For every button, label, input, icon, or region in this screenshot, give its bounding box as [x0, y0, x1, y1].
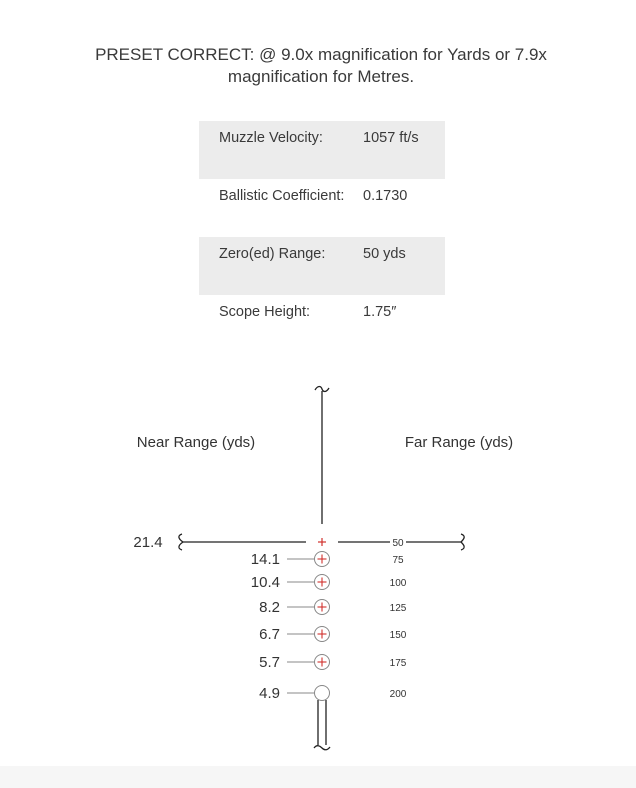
crosshair-far-value: 50	[392, 538, 404, 549]
spec-label: Ballistic Coefficient:	[219, 188, 345, 204]
center-crosshair-marker	[318, 538, 326, 546]
spec-value: 0.1730	[363, 188, 408, 204]
holdover-near-value: 10.4	[250, 574, 280, 591]
holdover-far-value: 100	[389, 578, 407, 589]
holdover-near-value: 4.9	[259, 685, 280, 702]
far-range-label: Far Range (yds)	[404, 434, 514, 451]
reticle-top-tip	[315, 387, 329, 392]
reticle-right-tip	[461, 534, 464, 550]
spec-label: Muzzle Velocity:	[219, 130, 323, 146]
spec-label: Scope Height:	[219, 304, 311, 320]
reticle-left-tip	[179, 534, 183, 550]
spec-value: 50 yds	[363, 246, 406, 262]
holdover-far-value: 125	[389, 603, 407, 614]
near-range-label: Near Range (yds)	[136, 434, 256, 451]
holdover-near-value: 5.7	[259, 654, 280, 671]
footer-band	[0, 766, 636, 788]
headline: PRESET CORRECT: @ 9.0x magnification for Yards or 7.9x magnification for Metres.	[95, 45, 547, 86]
holdover-near-value: 6.7	[259, 626, 280, 643]
spec-value: 1057 ft/s	[363, 130, 419, 146]
reticle-bottom-post	[318, 700, 326, 745]
holdover-far-value: 75	[392, 555, 404, 566]
holdover-near-value: 8.2	[259, 599, 280, 616]
spec-value: 1.75″	[363, 304, 397, 320]
holdover-far-value: 150	[389, 630, 407, 641]
crosshair-near-value: 21.4	[133, 534, 163, 551]
holdover-near-value: 14.1	[250, 551, 280, 568]
spec-label: Zero(ed) Range:	[219, 246, 326, 262]
holdover-far-value: 175	[389, 658, 407, 669]
holdover-ring	[315, 686, 330, 701]
reticle-bottom-tip	[314, 746, 330, 750]
holdover-far-value: 200	[389, 689, 407, 700]
